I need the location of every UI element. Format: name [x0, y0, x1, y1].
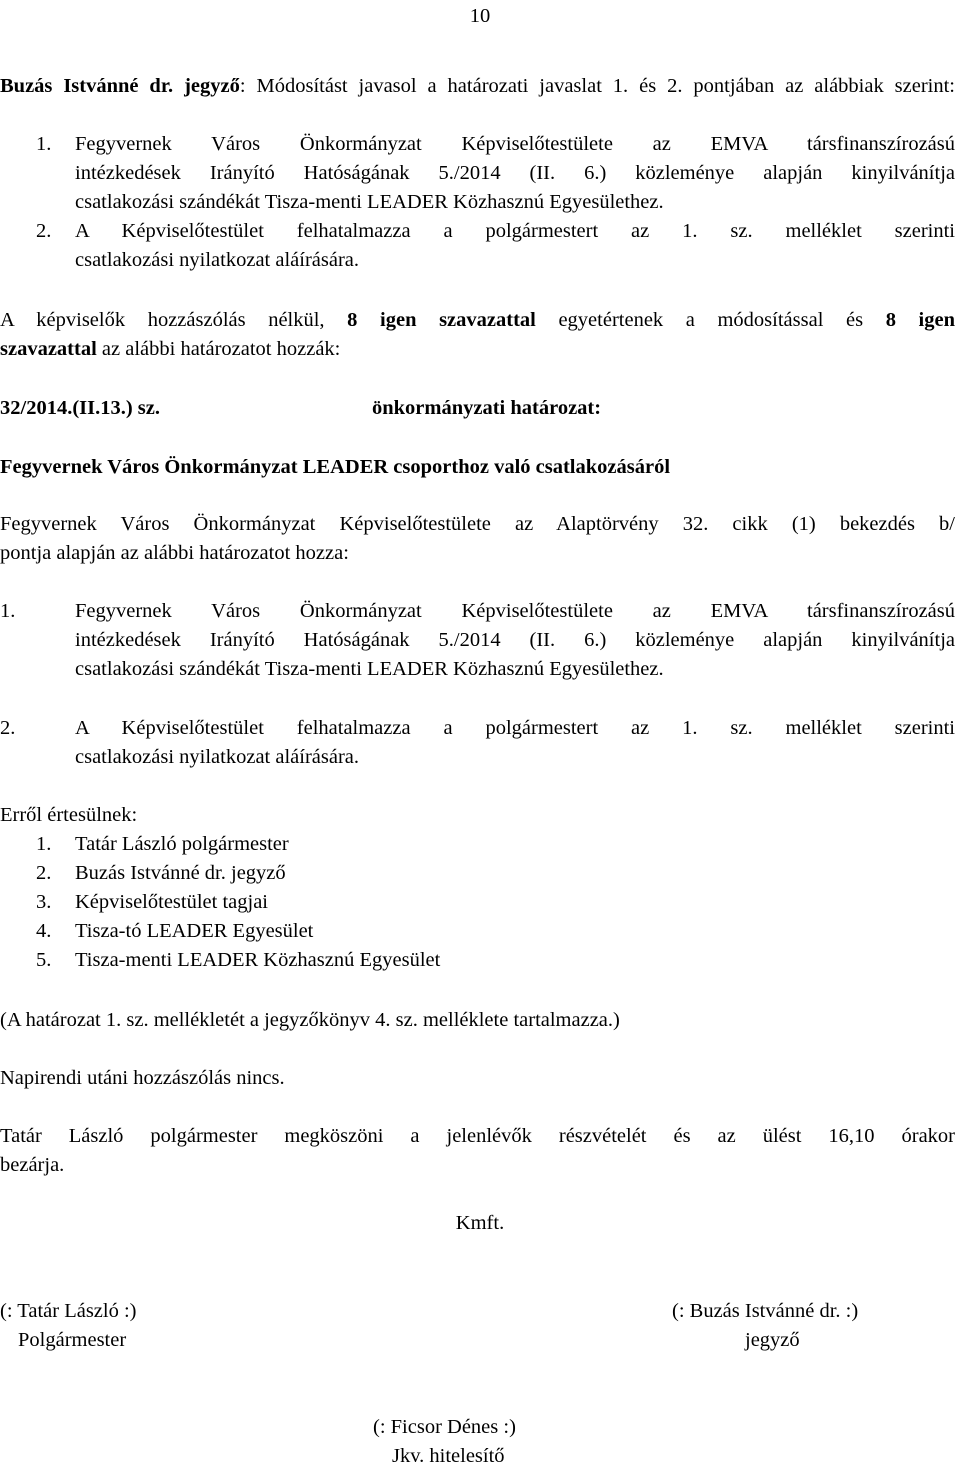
notify-item: 4. Tisza-tó LEADER Egyesület	[36, 920, 314, 942]
signature-bottom-name: (: Ficsor Dénes :)	[373, 1416, 516, 1438]
page-number: 10	[469, 5, 491, 27]
resolution-item-1: 1. Fegyvernek Város Önkormányzat Képviselőtestülete az EMVA társfinanszírozású intézkedések Irányító Hatóságának 5./2014 (II. 6.) közleménye alapján kinyilvánítja csatlakozási szándékát Tisza-menti LEADER Közhasznú Egyesülethez.	[0, 600, 955, 680]
resolution-item-2: 2. A Képviselőtestület felhatalmazza a polgármestert az 1. sz. melléklet szerinti csatlakozási nyilatkozat aláírására.	[0, 717, 955, 768]
signature-left-name: (: Tatár László :)	[0, 1300, 137, 1322]
proposal-list	[0, 130, 955, 275]
resolution-title: Fegyvernek Város Önkormányzat LEADER csoporthoz való csatlakozásáról	[0, 456, 671, 478]
proposal-item-2: 2. A Képviselőtestület felhatalmazza a polgármestert az 1. sz. melléklet szerinti csatlakozási nyilatkozat aláírására.	[36, 220, 955, 271]
resolution-number: 32/2014.(II.13.) sz.	[0, 397, 161, 419]
resolution-list-2	[0, 714, 955, 772]
resolution-preamble: Fegyvernek Város Önkormányzat Képviselőtestülete az Alaptörvény 32. cikk (1) bekezdés b/ pontja alapján az alábbi határozatot hozza:	[0, 513, 955, 564]
notify-item: 1. Tatár László polgármester	[36, 833, 289, 855]
vote-paragraph: A képviselők hozzászólás nélkül, 8 igen szavazattal egyetértenek a módosítással és 8 igen szavazattal az alábbi határozatot hozzák:	[0, 309, 955, 360]
no-comments-note: Napirendi utáni hozzászólás nincs.	[0, 1067, 285, 1089]
signature-bottom-title: Jkv. hitelesítő	[392, 1445, 505, 1467]
notify-section	[0, 801, 955, 975]
notify-item: 3. Képviselőtestület tagjai	[36, 891, 268, 913]
notify-heading: Erről értesülnek:	[0, 804, 138, 826]
proposal-item-1: 1. Fegyvernek Város Önkormányzat Képviselőtestülete az EMVA társfinanszírozású intézkedések Irányító Hatóságának 5./2014 (II. 6.) közleménye alapján kinyilvánítja csatlakozási szándékát Tisza-menti LEADER Közhasznú Egyesülethez.	[36, 133, 955, 213]
resolution-type: önkormányzati határozat:	[372, 397, 602, 419]
intro-paragraph	[0, 72, 955, 101]
intro-text: : Módosítást javasol a határozati javaslat 1. és 2. pontjában az alábbiak szerint:	[239, 75, 955, 97]
resolution-list	[0, 597, 955, 684]
signature-right-title: jegyző	[745, 1329, 800, 1351]
speaker-name: Buzás Istvánné dr. jegyző	[0, 75, 240, 97]
notify-item: 2. Buzás Istvánné dr. jegyző	[36, 862, 286, 884]
kmft-label: Kmft.	[455, 1212, 505, 1234]
notify-item: 5. Tisza-menti LEADER Közhasznú Egyesület	[36, 949, 441, 971]
signature-right-name: (: Buzás Istvánné dr. :)	[672, 1300, 859, 1322]
attachment-note: (A határozat 1. sz. mellékletét a jegyzőkönyv 4. sz. melléklete tartalmazza.)	[0, 1009, 620, 1031]
closing-paragraph: Tatár László polgármester megköszöni a jelenlévők részvételét és az ülést 16,10 órakor bezárja.	[0, 1125, 955, 1176]
signature-left-title: Polgármester	[18, 1329, 127, 1351]
